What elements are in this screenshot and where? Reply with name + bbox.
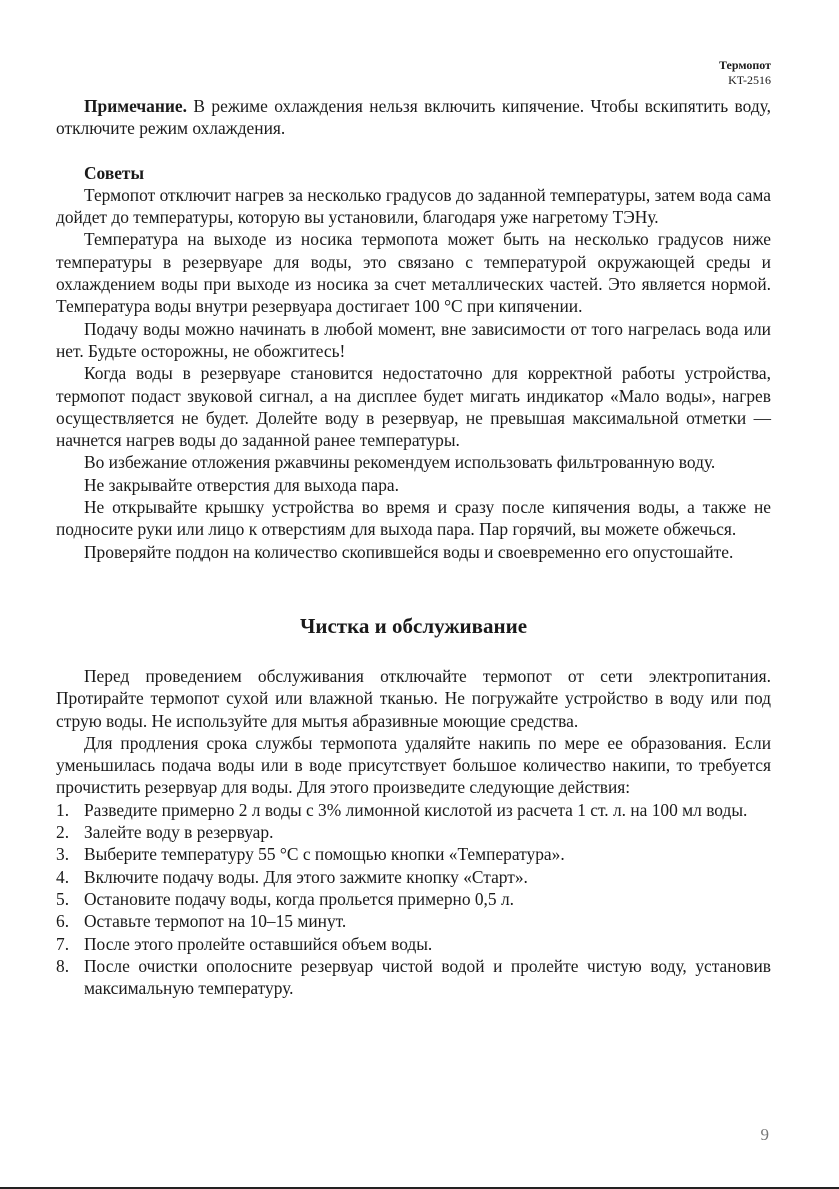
step-number: 3.: [56, 844, 70, 865]
section-title: Чистка и обслуживание: [299, 613, 528, 638]
step-number: 1.: [56, 799, 70, 820]
step-number: 7.: [56, 933, 70, 954]
step-number: 4.: [56, 866, 70, 887]
step-text: Остановите подачу воды, когда прольется примерно 0,5 л.: [84, 888, 514, 909]
list-item: [56, 799, 771, 821]
step-text: Включите подачу воды. Для этого зажмите кнопку «Старт».: [84, 866, 528, 887]
note-paragraph: [56, 95, 771, 140]
cleaning-paragraph: Перед проведением обслуживания отключайте термопот от сети электропитания. Протирайте термопот сухой или влажной тканью. Не погружайте устройство в воду или под струю воды. Не используйте для мытья абразивные моющие средства.: [56, 665, 771, 731]
tips-paragraph: Температура на выходе из носика термопота может быть на несколько градусов ниже температуры в резервуаре для воды, это связано с температурой окружающей среды и охлаждением воды при выходе из носика за счет металлических частей. Это является нормой. Температура воды внутри резервуара достигает 100 °С при кипячении.: [56, 229, 771, 317]
list-item: [56, 821, 771, 843]
header-code: KT-2516: [728, 73, 771, 87]
header-model: Термопот: [718, 58, 771, 72]
tips-paragraph: Когда воды в резервуаре становится недостаточно для корректной работы устройства, термопот подаст звуковой сигнал, а на дисплее будет мигать индикатор «Мало воды», нагрев осуществляется не будет. Долейте воду в резервуар, не превышая максимальной отметки — начнется нагрев воды до заданной ранее температуры.: [56, 363, 771, 451]
list-item: [56, 910, 771, 932]
list-item: [56, 888, 771, 910]
tips-paragraph: Не закрывайте отверстия для выхода пара.: [84, 474, 399, 495]
cleaning-paragraph: Для продления срока службы термопота удаляйте накипь по мере ее образования. Если уменьшилась подача воды или в воде присутствует большое количество накипи, то требуется прочистить резервуар для воды. Для этого произведите следующие действия:: [56, 732, 771, 798]
list-item: [56, 843, 771, 865]
note-label: Примечание.: [84, 96, 187, 116]
tips-paragraph: Во избежание отложения ржавчины рекомендуем использовать фильтрованную воду.: [84, 452, 716, 473]
list-item: [56, 866, 771, 888]
step-number: 6.: [56, 911, 70, 932]
step-text: Разведите примерно 2 л воды с 3% лимонной кислотой из расчета 1 ст. л. на 100 мл воды.: [84, 799, 748, 820]
step-number: 5.: [56, 888, 70, 909]
tips-paragraph: Не открывайте крышку устройства во время и сразу после кипячения воды, а также не подносите руки или лицо к отверстиям для выхода пара. Пар горячий, вы можете обжечься.: [56, 497, 771, 540]
step-text: После очистки ополосните резервуар чистой водой и пролейте чистую воду, установив максимальную температуру.: [84, 955, 771, 999]
step-number: 2.: [56, 822, 70, 843]
page-number: 9: [760, 1125, 769, 1144]
page-header: [719, 58, 771, 88]
list-item: [56, 955, 771, 1000]
tips-paragraph: Термопот отключит нагрев за несколько градусов до заданной температуры, затем вода сама дойдет до температуры, которую вы установили, благодаря уже нагретому ТЭНу.: [56, 184, 771, 228]
list-item: [56, 933, 771, 955]
step-number: 8.: [56, 955, 70, 976]
tips-paragraph: Подачу воды можно начинать в любой момент, вне зависимости от того нагрелась вода или нет. Будьте осторожны, не обожгитесь!: [56, 318, 771, 361]
step-text: После этого пролейте оставшийся объем воды.: [84, 933, 433, 954]
tips-heading: Советы: [84, 162, 145, 183]
step-text: Выберите температуру 55 °С с помощью кнопки «Температура».: [84, 844, 565, 865]
tips-paragraph: Проверяйте поддон на количество скопившейся воды и своевременно его опустошайте.: [84, 541, 734, 562]
page-content: [56, 95, 771, 999]
note-text: В режиме охлаждения нельзя включить кипячение. Чтобы вскипятить воду, отключите режим охлаждения.: [56, 96, 771, 139]
cleaning-steps-list: [56, 799, 771, 1000]
step-text: Залейте воду в резервуар.: [84, 822, 274, 843]
step-text: Оставьте термопот на 10–15 минут.: [84, 911, 347, 932]
